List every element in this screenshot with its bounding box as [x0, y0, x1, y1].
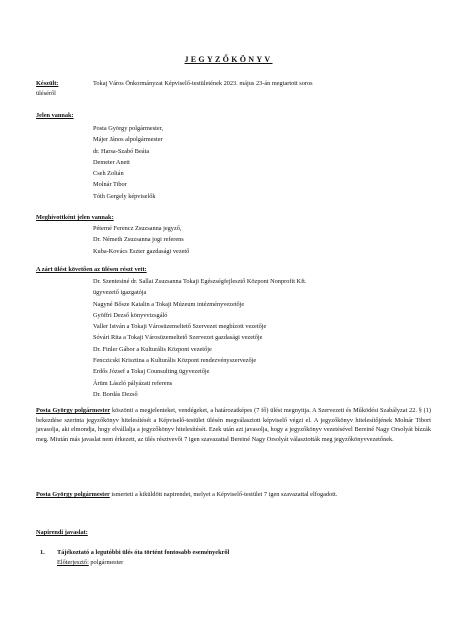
- list-item: ügyvezető igazgatója: [93, 289, 147, 297]
- opening-paragraph: [36, 406, 431, 444]
- speaker-name: Posta György polgármester: [36, 407, 111, 414]
- list-item: Dr. Bordás Dezső: [93, 390, 138, 398]
- list-item: Kuba-Kovács Eszter gazdasági vezető: [93, 247, 190, 255]
- closed-session-list: [93, 276, 307, 400]
- list-item: Erdős József a Tokaj Counsulting ügyvezetője: [93, 368, 210, 376]
- closed-session-label: A zárt ülést követően az ülésen részt vett:: [36, 266, 147, 273]
- prepared-text-line1: Tokaj Város Önkormányzat Képviselő-testületének 2023. május 23-án megtartott soros: [93, 80, 313, 87]
- list-item: Demeter Anett: [93, 158, 130, 166]
- list-item: Posta György polgármester,: [93, 125, 164, 132]
- agenda-item-title: Tájékoztató a legutóbbi ülés óta történt fontosabb eseményekről: [57, 549, 230, 556]
- agenda-item-number: 1.: [40, 549, 45, 556]
- list-item: Dr. Szentesiné dr. Sallai Zsuzsanna Tokaji Egészségfejlesztő Központ Nonprofit Kft.: [93, 278, 307, 285]
- list-item: Árüm László pályázati referens: [93, 379, 173, 387]
- invited-list: [93, 223, 189, 257]
- list-item: Cseh Zoltán: [93, 170, 124, 178]
- present-list: [93, 123, 163, 202]
- list-item: Molnár Tibor: [93, 181, 127, 189]
- list-item: Fenczicski Krisztina a Kulturális Központ rendezvényszervezője: [93, 357, 257, 365]
- agenda-label: Napirendi javaslat:: [36, 529, 88, 536]
- list-item: dr. Harsa-Szabó Beáta: [93, 147, 150, 155]
- speaker-name: Posta György polgármester: [36, 491, 110, 498]
- list-item: Májer János alpolgármester: [93, 136, 163, 144]
- list-item: Sóvári Rita a Tokaji Városüzemeltető Szervezet gazdasági vezetője: [93, 334, 263, 342]
- prepared-label: Készült:: [36, 80, 59, 87]
- list-item: Valler István a Tokaji Városüzemeltető Szervezet megbízott vezetője: [93, 323, 267, 331]
- list-item: Tóth Gergely képviselők: [93, 192, 156, 200]
- paragraph-text: ismerteti a kiküldött napirendet, melyet a Képviselő-testület 7 igen szavazattal elfogadott.: [109, 491, 338, 498]
- list-item: Gyöffri Dezső könyvvizsgáló: [93, 311, 168, 319]
- list-item: Péterné Ferencz Zsuzsanna jegyző,: [93, 225, 182, 232]
- list-item: Dr. Németh Zsuzsanna jogi referens: [93, 236, 184, 244]
- paragraph-text: köszönti a megjelenteket, vendégeket, a határozatképes (7 fő) ülést megnyitja. A Szervezeti és Működési Szabályzat 22. § (1) bekezdése szerinta jegyzőkönyv hitelesítését a Képviselő-testület ülésén megválasztott képviselő végzi el. A jegyzőkönyv hitelesítőjének Molnár Tibort javasolja, aki elmondja, hogy elvállalja a jegyzőkönyv hitelesítését. Ezek után azt javasolja, hogy a jegyzőkönyv vezetésével Bereiné Nagy Orsolyát bízzák meg. Miután más javaslat nem érkezett, az ülés résztvevői 7 igen szavazattal Bereiné Nagy Orsolyát választották meg jegyzőkönyvvezetőnek.: [36, 407, 432, 443]
- document-title: JEGYZŐKÖNYV: [184, 55, 273, 64]
- list-item: Nagyné Bősze Katalin a Tokaji Múzeum intézményvezetője: [93, 300, 245, 308]
- list-item: Dr. Finler Gábor a Kulturális Központ vezetője: [93, 345, 212, 353]
- present-label: Jelen vannak:: [36, 112, 74, 119]
- invited-label: Meghívottként jelen vannak:: [36, 214, 114, 221]
- prepared-text-line2: üléséről: [36, 90, 56, 97]
- agenda-paragraph: [36, 490, 431, 500]
- agenda-item-presenter: Előterjesztő: polgármester: [57, 559, 124, 566]
